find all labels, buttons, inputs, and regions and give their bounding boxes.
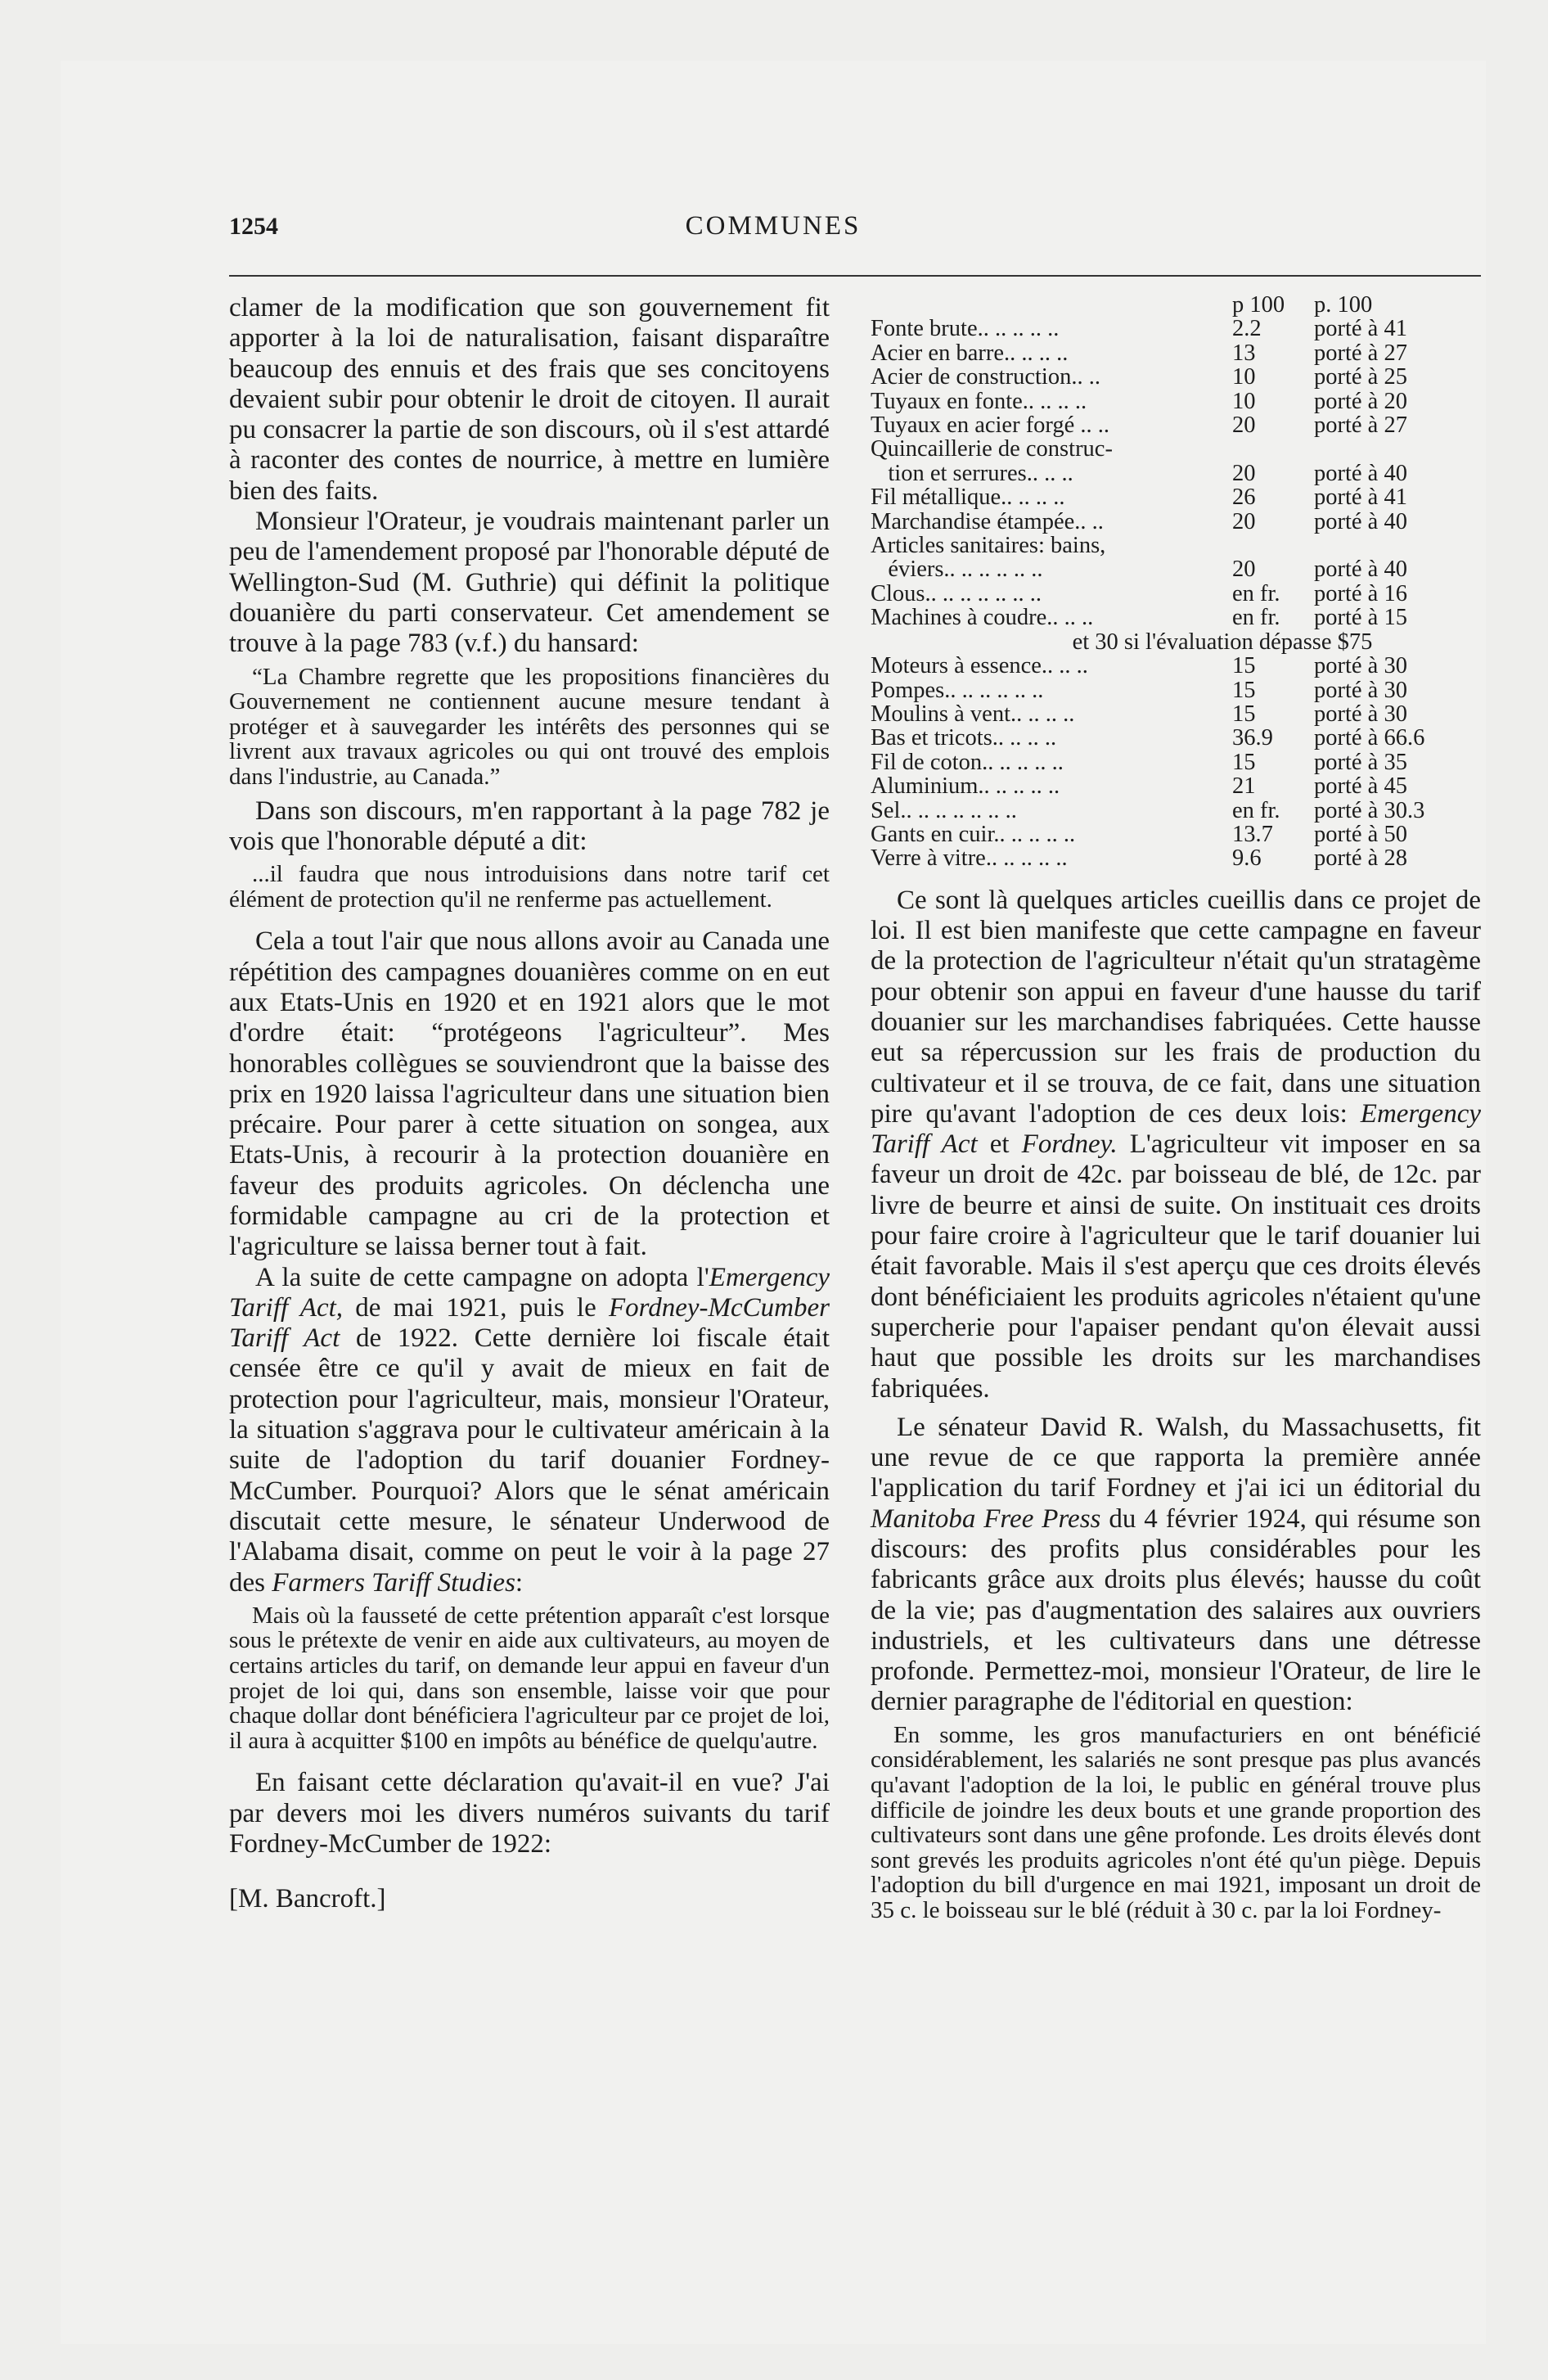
act-title: Emergency Tariff Act, xyxy=(229,1262,830,1323)
tariff-article: Articles sanitaires: bains, xyxy=(871,533,1106,559)
paragraph: Dans son discours, m'en rapportant à la page 782 je vois que l'honorable député a dit: xyxy=(229,796,830,856)
newspaper-title: Manitoba Free Press xyxy=(871,1503,1101,1534)
tariff-article: Moteurs à essence.. .. .. xyxy=(871,653,1088,679)
tariff-rate-before: 15 xyxy=(1232,749,1256,775)
tariff-header-row xyxy=(871,293,1476,317)
tariff-rate-before: 26 xyxy=(1232,485,1256,511)
tariff-table xyxy=(871,293,1476,871)
tariff-rate-after: porté à 40 xyxy=(1314,460,1407,486)
block-quote: ...il faudra que nous introduisions dans notre tarif cet élément de protection qu'il ne renferme pas actuellement. xyxy=(229,861,830,913)
tariff-row xyxy=(871,437,1476,461)
left-column xyxy=(229,293,830,1914)
tariff-rate-before: 20 xyxy=(1232,460,1256,486)
block-quote: Mais où la fausseté de cette prétention apparaît c'est lorsque sous le prétexte de venir en aide aux cultivateurs, au moyen de certains articles du tarif, on demande leur appui en faveur d'un projet de loi qui, dans son ensemble, laisse voir que pour chaque dollar dont bénéficiera l'agriculteur par ce projet de loi, il aura à acquitter $100 en impôts au bénéfice de quelqu'autre. xyxy=(229,1602,830,1754)
tariff-row xyxy=(871,702,1476,726)
tariff-rate-before: 20 xyxy=(1232,508,1256,534)
tariff-row xyxy=(871,846,1476,870)
tariff-row xyxy=(871,462,1476,485)
tariff-rate-after: porté à 30 xyxy=(1314,653,1407,679)
tariff-rate-before: 36.9 xyxy=(1232,725,1273,751)
column-header: p 100 xyxy=(1232,292,1285,318)
tariff-row xyxy=(871,365,1476,389)
tariff-rate-before: 20 xyxy=(1232,557,1256,583)
tariff-article: éviers.. .. .. .. .. .. xyxy=(871,557,1043,583)
tariff-article: Machines à coudre.. .. .. xyxy=(871,605,1094,631)
tariff-row xyxy=(871,751,1476,774)
tariff-row xyxy=(871,726,1476,750)
tariff-row xyxy=(871,413,1476,437)
tariff-article: Verre à vitre.. .. .. .. .. xyxy=(871,845,1068,872)
act-title: Fordney. xyxy=(1021,1129,1118,1160)
tariff-rate-after: porté à 50 xyxy=(1314,821,1407,847)
tariff-rate-before xyxy=(1232,534,1314,557)
tariff-rate-before: 15 xyxy=(1232,677,1256,703)
tariff-rate-before: en fr. xyxy=(1232,580,1280,606)
page xyxy=(61,61,1486,2344)
act-title: Fordney-McCumber Tariff Act xyxy=(229,1292,830,1354)
tariff-rate-after: porté à 41 xyxy=(1314,485,1407,511)
tariff-article: Acier en barre.. .. .. .. xyxy=(871,340,1069,366)
tariff-article: Fonte brute.. .. .. .. .. xyxy=(871,316,1060,342)
publication-title: Farmers Tariff Studies xyxy=(272,1567,515,1598)
tariff-article: Tuyaux en acier forgé .. .. xyxy=(871,412,1110,439)
tariff-article: Fil de coton.. .. .. .. .. xyxy=(871,749,1064,775)
tariff-rate-after: porté à 41 xyxy=(1314,316,1407,342)
tariff-article: Bas et tricots.. .. .. .. xyxy=(871,725,1057,751)
tariff-article: Tuyaux en fonte.. .. .. .. xyxy=(871,388,1087,414)
tariff-article: Moulins à vent.. .. .. .. xyxy=(871,701,1075,727)
tariff-note: et 30 si l'évaluation dépasse $75 xyxy=(1072,629,1373,655)
tariff-rate-before: 13.7 xyxy=(1232,821,1273,847)
tariff-rate-after: porté à 25 xyxy=(1314,364,1407,390)
tariff-rate-before: 10 xyxy=(1232,388,1256,414)
tariff-rate-before: en fr. xyxy=(1232,797,1280,823)
tariff-rate-after: porté à 30.3 xyxy=(1314,797,1425,823)
tariff-rate-after: porté à 35 xyxy=(1314,749,1407,775)
tariff-rate-before: 20 xyxy=(1232,412,1256,439)
tariff-row xyxy=(871,534,1476,557)
tariff-rate-after: porté à 66.6 xyxy=(1314,725,1425,751)
tariff-rate-after: porté à 16 xyxy=(1314,580,1407,606)
paragraph: Monsieur l'Orateur, je voudrais maintenant parler un peu de l'amendement proposé par l'honorable député de Wellington-Sud (M. Guthrie) qui définit la politique douanière du parti conservateur. Cet amendement se trouve à la page 783 (v.f.) du hansard: xyxy=(229,507,830,659)
tariff-rate-after: porté à 15 xyxy=(1314,605,1407,631)
tariff-rate-after: porté à 27 xyxy=(1314,340,1407,366)
tariff-rate-after xyxy=(1314,534,1476,557)
tariff-article: Pompes.. .. .. .. .. .. xyxy=(871,677,1044,703)
tariff-rate-before: 15 xyxy=(1232,701,1256,727)
tariff-rate-after: porté à 45 xyxy=(1314,773,1407,800)
tariff-rate-before: 9.6 xyxy=(1232,845,1262,872)
paragraph: En faisant cette déclaration qu'avait-il en vue? J'ai par devers moi les divers numéros suivants du tarif Fordney-McCumber de 1922: xyxy=(229,1768,830,1859)
tariff-rate-after: porté à 30 xyxy=(1314,677,1407,703)
tariff-rate-before: en fr. xyxy=(1232,605,1280,631)
tariff-row xyxy=(871,823,1476,846)
tariff-rate-after: porté à 40 xyxy=(1314,508,1407,534)
tariff-rate-after: porté à 30 xyxy=(1314,701,1407,727)
tariff-article: Quincaillerie de construc- xyxy=(871,436,1113,462)
tariff-rate-after: porté à 28 xyxy=(1314,845,1407,872)
tariff-rate-after xyxy=(1314,437,1476,461)
tariff-article: Gants en cuir.. .. .. .. .. xyxy=(871,821,1076,847)
tariff-article: Fil métallique.. .. .. .. xyxy=(871,485,1065,511)
right-column xyxy=(871,293,1481,1930)
block-quote: “La Chambre regrette que les propositions financières du Gouvernement ne contiennent aucune mesure tendant à protéger et à sauvegarder les intérêts des personnes qui se livrent aux travaux agricoles ou qui ont trouvé des emplois dans l'industrie, au Canada.” xyxy=(229,663,830,790)
tariff-row xyxy=(871,341,1476,365)
header-rule xyxy=(229,275,1481,277)
tariff-row xyxy=(871,510,1476,534)
running-head: COMMUNES xyxy=(685,211,862,241)
paragraph: clamer de la modification que son gouvernement fit apporter à la loi de naturalisation, faisant disparaître beaucoup des ennuis et des frais que ses concitoyens devaient subir pour obtenir le droit de citoyen. Il aurait pu consacrer la partie de son discours, où il s'est attardé à raconter des contes de nourrice, à mettre en lumière bien des faits. xyxy=(229,293,830,506)
tariff-row xyxy=(871,630,1476,654)
tariff-rate-before xyxy=(1232,437,1314,461)
column-header: p. 100 xyxy=(1314,292,1373,318)
tariff-row xyxy=(871,557,1476,581)
tariff-article: Marchandise étampée.. .. xyxy=(871,508,1104,534)
tariff-rate-before: 10 xyxy=(1232,364,1256,390)
tariff-row xyxy=(871,582,1476,606)
paragraph: Cela a tout l'air que nous allons avoir au Canada une répétition des campagnes douanières comme on en eut aux Etats-Unis en 1920 et en 1921 alors que le mot d'ordre était: “protégeons l'agriculteur”. Mes honorables collègues se souviendront que la baisse des prix en 1920 laissa l'agriculteur dans une situation bien précaire. Pour parer à cette situation on songea, aux Etats-Unis, à recourir à la protection douanière en faveur des produits agricoles. On déclencha une formidable campagne au cri de la protection et l'agriculture se laissa berner tout à fait. xyxy=(229,926,830,1262)
tariff-row xyxy=(871,774,1476,798)
tariff-row xyxy=(871,390,1476,413)
paragraph: A la suite de cette campagne on adopta l'Emergency Tariff Act, de mai 1921, puis le Fordney-McCumber Tariff Act de 1922. Cette dernière loi fiscale était censée être ce qu'il y avait de mieux en fait de protection pour l'agriculteur, mais, monsieur l'Orateur, la situation s'aggrava pour le cultivateur américain à la suite de l'adoption du tarif douanier Fordney-McCumber. Pourquoi? Alors que le sénat américain discutait cette mesure, le sénateur Underwood de l'Alabama disait, comme on peut le voir à la page 27 des Farmers Tariff Studies: xyxy=(229,1262,830,1598)
tariff-row xyxy=(871,606,1476,629)
tariff-rate-before: 2.2 xyxy=(1232,316,1262,342)
paragraph: Ce sont là quelques articles cueillis dans ce projet de loi. Il est bien manifeste que cette campagne en faveur de la protection de l'agriculteur n'était qu'un stratagème pour obtenir son appui en faveur d'une hausse du tarif douanier sur les marchandises fabriquées. Cette hausse eut sa répercussion sur les frais de production du cultivateur et il se trouva, de ce fait, dans une situation pire qu'avant l'adoption de ces deux lois: Emergency Tariff Act et Fordney. L'agriculteur vit imposer en sa faveur un droit de 42c. par boisseau de blé, de 12c. par livre de beurre et ainsi de suite. On instituait ces droits pour faire croire à l'agriculteur que le tarif douanier lui était favorable. Mais il s'est aperçu que ces droits élevés dont bénéficiaient les produits agricoles n'étaient qu'une supercherie pour l'apaiser pendant qu'on élevait aussi haut que possible les droits sur les marchandises fabriquées. xyxy=(871,885,1481,1404)
tariff-row xyxy=(871,485,1476,509)
paragraph: Le sénateur David R. Walsh, du Massachusetts, fit une revue de ce que rapporta la première année l'application du tarif Fordney et j'ai ici un éditorial du Manitoba Free Press du 4 février 1924, qui résume son discours: des profits plus considérables pour les fabricants grâce aux droits plus élevés; hausse du coût de la vie; pas d'augmentation des salaires aux ouvriers industriels, et les cultivateurs dans une détresse profonde. Permettez-moi, monsieur l'Orateur, de lire le dernier paragraphe de l'éditorial en question: xyxy=(871,1412,1481,1717)
tariff-article: Sel.. .. .. .. .. .. .. xyxy=(871,797,1017,823)
tariff-row xyxy=(871,317,1476,340)
block-quote: En somme, les gros manufacturiers en ont bénéficié considérablement, les salariés ne sont presque pas plus avancés qu'avant l'adoption de la loi, le public en général trouve plus difficile de joindre les deux bouts et une grande proportion des cultivateurs sont dans une gêne profonde. Les droits élevés dont sont grevés les produits agricoles n'ont été qu'un piège. Depuis l'adoption du bill d'urgence en mai 1921, imposant un droit de 35 c. le boisseau sur le blé (réduit à 30 c. par la loi Fordney- xyxy=(871,1721,1481,1923)
tariff-rate-after: porté à 40 xyxy=(1314,557,1407,583)
tariff-rate-before: 13 xyxy=(1232,340,1256,366)
tariff-row xyxy=(871,799,1476,823)
tariff-article: tion et serrures.. .. .. xyxy=(871,460,1073,486)
tariff-row xyxy=(871,678,1476,702)
page-number: 1254 xyxy=(229,213,278,240)
tariff-row xyxy=(871,654,1476,678)
tariff-rate-after: porté à 20 xyxy=(1314,388,1407,414)
tariff-article: Acier de construction.. .. xyxy=(871,364,1100,390)
tariff-article: Aluminium.. .. .. .. .. xyxy=(871,773,1060,800)
tariff-rate-before: 21 xyxy=(1232,773,1256,800)
tariff-article: Clous.. .. .. .. .. .. .. xyxy=(871,580,1042,606)
tariff-rate-after: porté à 27 xyxy=(1314,412,1407,439)
act-title: Emergency Tariff Act xyxy=(871,1098,1481,1160)
tariff-rate-before: 15 xyxy=(1232,653,1256,679)
speaker-attribution: [M. Bancroft.] xyxy=(229,1884,386,1914)
